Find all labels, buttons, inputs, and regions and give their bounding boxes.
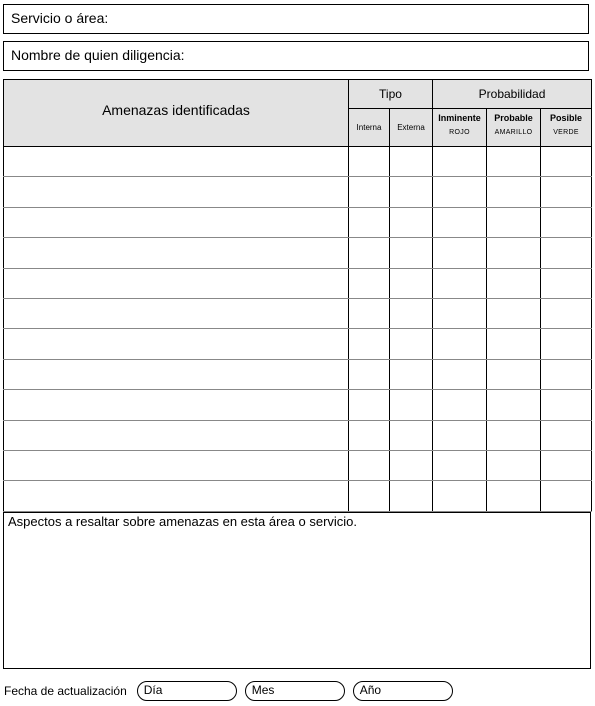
aspects-label: Aspectos a resaltar sobre amenazas en esta área o servicio. bbox=[8, 514, 358, 529]
probable-cell[interactable] bbox=[487, 481, 541, 511]
probable-cell[interactable] bbox=[487, 390, 541, 420]
inminente-cell[interactable] bbox=[433, 147, 487, 177]
probable-label: Probable bbox=[494, 113, 533, 123]
posible-cell[interactable] bbox=[541, 177, 592, 207]
tipo-header: Tipo bbox=[349, 80, 433, 109]
threat-cell[interactable] bbox=[4, 147, 349, 177]
probable-cell[interactable] bbox=[487, 238, 541, 268]
probable-cell[interactable] bbox=[487, 207, 541, 237]
probable-cell[interactable] bbox=[487, 177, 541, 207]
interna-cell[interactable] bbox=[349, 268, 390, 298]
probable-cell[interactable] bbox=[487, 298, 541, 328]
inminente-cell[interactable] bbox=[433, 359, 487, 389]
threat-row bbox=[4, 147, 592, 177]
probable-color-label: AMARILLO bbox=[494, 129, 533, 136]
threat-cell[interactable] bbox=[4, 238, 349, 268]
threat-cell[interactable] bbox=[4, 298, 349, 328]
tipo-interna-header: Interna bbox=[349, 109, 390, 147]
interna-cell[interactable] bbox=[349, 207, 390, 237]
posible-cell[interactable] bbox=[541, 238, 592, 268]
externa-cell[interactable] bbox=[390, 298, 433, 328]
threat-cell[interactable] bbox=[4, 359, 349, 389]
externa-cell[interactable] bbox=[390, 481, 433, 511]
threat-row bbox=[4, 207, 592, 237]
inminente-cell[interactable] bbox=[433, 450, 487, 480]
externa-cell[interactable] bbox=[390, 329, 433, 359]
aspects-field[interactable] bbox=[3, 512, 591, 669]
posible-cell[interactable] bbox=[541, 298, 592, 328]
threat-row bbox=[4, 420, 592, 450]
externa-cell[interactable] bbox=[390, 420, 433, 450]
update-date bbox=[4, 680, 461, 702]
inminente-cell[interactable] bbox=[433, 207, 487, 237]
externa-cell[interactable] bbox=[390, 147, 433, 177]
externa-cell[interactable] bbox=[390, 238, 433, 268]
posible-cell[interactable] bbox=[541, 329, 592, 359]
externa-cell[interactable] bbox=[390, 450, 433, 480]
probable-cell[interactable] bbox=[487, 329, 541, 359]
interna-cell[interactable] bbox=[349, 450, 390, 480]
inminente-label: Inminente bbox=[438, 113, 481, 123]
posible-cell[interactable] bbox=[541, 420, 592, 450]
interna-cell[interactable] bbox=[349, 359, 390, 389]
interna-cell[interactable] bbox=[349, 390, 390, 420]
threat-cell[interactable] bbox=[4, 177, 349, 207]
threat-cell[interactable] bbox=[4, 329, 349, 359]
probable-cell[interactable] bbox=[487, 147, 541, 177]
threat-row bbox=[4, 481, 592, 511]
externa-cell[interactable] bbox=[390, 207, 433, 237]
nombre-field[interactable] bbox=[3, 41, 589, 71]
threat-row bbox=[4, 268, 592, 298]
day-field[interactable]: Día bbox=[137, 681, 237, 701]
inminente-cell[interactable] bbox=[433, 177, 487, 207]
posible-header bbox=[541, 109, 592, 147]
posible-cell[interactable] bbox=[541, 147, 592, 177]
posible-label: Posible bbox=[550, 113, 583, 123]
posible-cell[interactable] bbox=[541, 359, 592, 389]
probable-cell[interactable] bbox=[487, 359, 541, 389]
inminente-cell[interactable] bbox=[433, 238, 487, 268]
servicio-label: Servicio o área: bbox=[11, 10, 109, 26]
probable-header bbox=[487, 109, 541, 147]
threat-cell[interactable] bbox=[4, 390, 349, 420]
inminente-cell[interactable] bbox=[433, 329, 487, 359]
inminente-color-label: ROJO bbox=[449, 129, 470, 136]
threat-cell[interactable] bbox=[4, 268, 349, 298]
posible-cell[interactable] bbox=[541, 268, 592, 298]
threat-cell[interactable] bbox=[4, 420, 349, 450]
inminente-cell[interactable] bbox=[433, 481, 487, 511]
externa-cell[interactable] bbox=[390, 177, 433, 207]
probable-cell[interactable] bbox=[487, 450, 541, 480]
inminente-cell[interactable] bbox=[433, 268, 487, 298]
externa-cell[interactable] bbox=[390, 359, 433, 389]
posible-cell[interactable] bbox=[541, 450, 592, 480]
threat-cell[interactable] bbox=[4, 207, 349, 237]
threats-table bbox=[3, 79, 592, 512]
threat-row bbox=[4, 298, 592, 328]
posible-cell[interactable] bbox=[541, 390, 592, 420]
probabilidad-header: Probabilidad bbox=[433, 80, 592, 109]
tipo-externa-header: Externa bbox=[390, 109, 433, 147]
externa-cell[interactable] bbox=[390, 268, 433, 298]
inminente-cell[interactable] bbox=[433, 390, 487, 420]
interna-cell[interactable] bbox=[349, 238, 390, 268]
threat-cell[interactable] bbox=[4, 481, 349, 511]
year-field[interactable]: Año bbox=[353, 681, 453, 701]
posible-cell[interactable] bbox=[541, 481, 592, 511]
threat-row bbox=[4, 450, 592, 480]
inminente-header bbox=[433, 109, 487, 147]
posible-color-label: VERDE bbox=[553, 129, 579, 136]
update-date-label: Fecha de actualización bbox=[4, 684, 127, 698]
interna-cell[interactable] bbox=[349, 420, 390, 450]
month-field[interactable]: Mes bbox=[245, 681, 345, 701]
inminente-cell[interactable] bbox=[433, 420, 487, 450]
inminente-cell[interactable] bbox=[433, 298, 487, 328]
amenazas-header: Amenazas identificadas bbox=[4, 80, 349, 147]
interna-cell[interactable] bbox=[349, 298, 390, 328]
externa-cell[interactable] bbox=[390, 390, 433, 420]
threat-row bbox=[4, 359, 592, 389]
threat-row bbox=[4, 177, 592, 207]
probable-cell[interactable] bbox=[487, 268, 541, 298]
interna-cell[interactable] bbox=[349, 147, 390, 177]
nombre-label: Nombre de quien diligencia: bbox=[11, 47, 185, 63]
interna-cell[interactable] bbox=[349, 177, 390, 207]
threat-row bbox=[4, 329, 592, 359]
threat-cell[interactable] bbox=[4, 450, 349, 480]
probable-cell[interactable] bbox=[487, 420, 541, 450]
servicio-field[interactable] bbox=[3, 4, 589, 34]
posible-cell[interactable] bbox=[541, 207, 592, 237]
threat-row bbox=[4, 238, 592, 268]
interna-cell[interactable] bbox=[349, 481, 390, 511]
threat-row bbox=[4, 390, 592, 420]
interna-cell[interactable] bbox=[349, 329, 390, 359]
